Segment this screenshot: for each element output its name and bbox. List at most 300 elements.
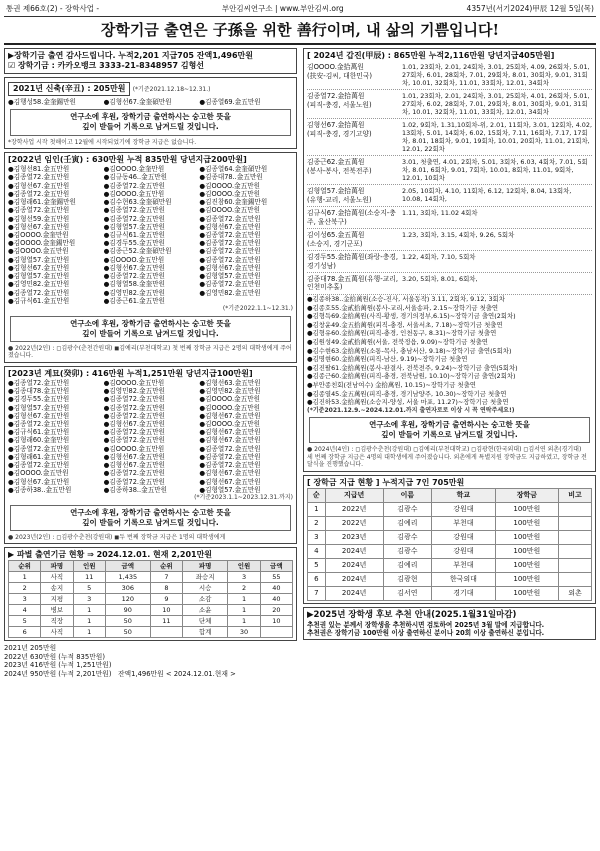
donor-entry: ●김형열57.金五만원: [103, 222, 165, 231]
donor-entry: ●김규식61.金五만원: [8, 428, 70, 437]
scholar-cell: [558, 572, 591, 586]
bank-account-line: ☑ 장학기금 : 카카오뱅크 3333-21-8348957 김형선: [8, 61, 205, 71]
stat-cell: 50: [105, 627, 150, 638]
donor-entry: ●김형선67.金五만원: [8, 263, 70, 272]
donor-name: 김규식67.金拾萬원(소승지-충주, 울산북구): [307, 209, 396, 226]
section-2023: [4, 366, 297, 545]
section-2021-range: (*기준2021.12.18~12.31.): [132, 86, 211, 94]
donor-entry: ●김규식61.金五만원: [8, 296, 70, 305]
donor-entry: ●김OOOO.金五만원: [199, 206, 260, 215]
scholar-cell: 2023년: [325, 530, 383, 544]
scholar-cell: 5: [308, 558, 326, 572]
donation-history: 1.02, 9회차, 1.31,10회차-위, 2.01, 11회차, 3.01, 12회차, 4.02, 13회차, 5.01, 14회차, 6.02, 15회차, 7.11, 16회차, 7.17, 17회차, 8.01, 18회차, 9.01, 19회차, 10.01, 20회차, 11.01, 21회차, 12.01, 22회차: [402, 121, 592, 154]
scholar-cell: 100만원: [495, 544, 558, 558]
stat-cell: 송지: [41, 583, 73, 594]
donor-entry: ●김영민82.金五만원: [199, 288, 261, 297]
total-2021: 2021년 205만원: [4, 644, 57, 653]
scholar-cell: 강원대: [432, 502, 496, 516]
stat-cell: 지평: [41, 594, 73, 605]
scholar-cell: 2022년: [325, 502, 383, 516]
section-2024-range: (*기준2021.12.9.~2024.12.01.까지 출연자로로 이상 시 꼭 연락주세요!): [307, 406, 515, 414]
donor-entry: ●김종열69.金五만원: [199, 98, 261, 107]
list-item: ●김종열45.金五萬원(피직-충경, 경기남양주, 10.30)~장학기금 첫출연: [307, 389, 507, 398]
donor-name: 김형열57.金拾萬원 (유행-교리, 서울노원): [307, 187, 372, 204]
donor-entry: ●김경두55.金五만원: [103, 239, 165, 248]
donor-name: 김이성65.金五萬원 (소승지, 경기군포): [307, 231, 365, 248]
donor-entry: ●김OOOO.金奎만원: [8, 230, 69, 239]
org-label: 부안김씨연구소 | www.부안김씨.org: [221, 4, 344, 13]
donor-entry: ●김규동46..金五만원: [103, 173, 168, 182]
table-row: [308, 586, 592, 600]
tribute-note-2021: 연구소에 후원, 장학기금 출연하시는 숭고한 뜻을 깊이 받들어 기록으로 남겨드릴 것입니다.: [10, 109, 291, 135]
list-item: ●부안종친회(전남여수) 金拾萬원, 10.15)~장학기금 첫출연: [307, 380, 476, 389]
newsletter-page: [4, 2, 596, 849]
donor-entry: ●김형선67.金五만원: [199, 469, 261, 478]
stat-cell: 1: [228, 594, 260, 605]
scholar-cell: 김예리: [383, 558, 431, 572]
small-note-2024b: 세 번째 장학금 지급은 4명의 대학생에게 주어졌습니다. 외촌에게 특별지원 장학금도 지급하였고, 장학금 전달식을 진행했습니다.: [307, 453, 587, 469]
donor-entry: ●김영민82.金五만원: [103, 387, 165, 396]
donor-entry: ●김행성58.金奎錫만원: [8, 98, 76, 107]
list-item: [307, 61, 592, 90]
branch-stats-head: ▶ 파별 출연기금 현황 ⇒ 2024.12.01. 현재 2,201만원: [8, 550, 213, 560]
donation-history: 2.05, 10회차, 4.10, 11회차, 6.12, 12회차, 8.04, 13회차, 10.08, 14회차,: [402, 187, 572, 204]
donor-entry: ●김형래60.金奎만원: [8, 436, 70, 445]
small-note-2024a: ● 2024년(4인) : ◻김광수춘천(강원대) ◻김예리(부천대학교) ◻김광현(한국외대) ◻김서연 외촌(경기대): [307, 446, 582, 454]
small-note-2023: ● 2023년(2인) : ◻김광수춘천(강원대) ◼두 번째 장학금 지급은 1명의 대학생에게: [8, 533, 226, 541]
stat-cell: 1: [9, 572, 41, 583]
table-row: [308, 516, 592, 530]
section-2021-head: 2021년 신축(辛丑) : 205만원: [8, 82, 130, 96]
table-row: [9, 627, 293, 638]
donor-entry: ●김종열72.金五만원: [103, 436, 165, 445]
stat-cell: 소윤: [183, 605, 228, 616]
donor-entry: ●김형선81.金五만원: [8, 165, 70, 174]
scholar-cell: [558, 558, 591, 572]
scholar-cell: 6: [308, 572, 326, 586]
donor-entry: ●김OOOO.金五만원: [199, 403, 260, 412]
list-item: ●김형유60.金拾萬원(피직-충경, 인천동구, 8.31)~장학기금 첫출연: [307, 329, 497, 338]
scholar-cell: 4: [308, 544, 326, 558]
scholar-cell: 7: [308, 586, 326, 600]
donor-entry: ●김OOOO.金五만원: [103, 444, 165, 453]
scholar-col-header: 지급년: [325, 488, 383, 502]
donor-entry: ●김종열72.金五만원: [8, 444, 70, 453]
small-note-2021: *장학사업 시작 첫해이고 12월에 시작되었기에 장학금 지급은 없습니다.: [8, 138, 197, 146]
donor-entry: ●김종열72.金五만원: [103, 411, 165, 420]
donor-entry: ●김형선67.金五만원: [103, 452, 165, 461]
scholar-cell: 100만원: [495, 530, 558, 544]
table-row: [9, 583, 293, 594]
table-row: [9, 616, 293, 627]
scholar-col-header: 장학금: [495, 488, 558, 502]
section-2024: [303, 48, 596, 472]
donor-entry: ●김OOOO.金五만원: [103, 189, 165, 198]
donor-entry: ●김형선67.金五만원: [199, 222, 261, 231]
donor-entry: ●김종열72.金五만원: [199, 461, 261, 470]
donor-entry: ●김OOOO.金五만원: [199, 189, 260, 198]
donor-entry: ●김종열64.金奎碩만원: [199, 165, 268, 174]
section-2023-head: [2023년 계묘(癸卯) : 416만원 누적1,251만원 당년지급100만원]: [8, 368, 253, 378]
donation-history: 1.01, 23회차, 2.01, 24회차, 3.01, 25회차, 4.01, 26회차, 5.01, 27회차, 6.02, 28회차, 7.01, 29회차, 8.01, 30회차, 9.01, 31회차, 10.01, 32회차, 11.01, 33회차, 12.01, 34회차: [402, 92, 590, 117]
donor-entry: ●김종열72.金五만원: [8, 420, 70, 429]
stat-cell: [150, 627, 182, 638]
donor-entry: ●김형열58.金奎만원: [103, 280, 165, 289]
table-row: [9, 572, 293, 583]
scholar-cell: 김서연: [383, 586, 431, 600]
donor-entry: ●김형선67.金五만원: [199, 428, 261, 437]
scholar-cell: 경기대: [432, 586, 496, 600]
stat-cell: 9: [150, 594, 182, 605]
donor-entry: ●김형선67.金五만원: [199, 436, 261, 445]
donor-entry: ●김OOOO.金五만원: [8, 247, 69, 256]
section-2022: [4, 152, 297, 363]
stat-cell: 20: [260, 605, 292, 616]
donor-entry: ●김형열57.金五만원: [8, 272, 70, 281]
stat-col-header: 금액: [260, 561, 292, 572]
scholar-col-header: 비고: [558, 488, 591, 502]
scholar-cell: 100만원: [495, 502, 558, 516]
page-title: 장학기금 출연은 子孫을 위한 善行이며, 내 삶의 기쁨입니다!: [4, 17, 596, 45]
stat-col-header: 인원: [73, 561, 105, 572]
stat-cell: 시승: [183, 583, 228, 594]
notice-line-1: 추천권 있는 분께서 장학생을 추천하시면 검토하여 2025년 3월 말에 지급합니다.: [307, 620, 545, 629]
donor-entry: ●김종열72.金五만원: [103, 272, 165, 281]
donor-entry: ●김종열72.金五만원: [8, 378, 70, 387]
donor-entry: ●김종열72.金五만원: [8, 288, 70, 297]
scholar-cell: [558, 502, 591, 516]
donor-entry: ●김형선67.金五만원: [8, 477, 70, 486]
list-item: ●김원성49.金貳拾萬원(서울, 전북정읍, 9.09)~장학기금 첫출연: [307, 337, 488, 346]
donor-entry: ●김종열72.金五만원: [199, 452, 261, 461]
donor-entry: ●김형선67.金五만원: [103, 461, 165, 470]
donor-entry: ●김규식61.金五만원: [103, 230, 165, 239]
stat-cell: 8: [150, 583, 182, 594]
tribute-note-2024: 연구소에 후원, 장학기금 출연하시는 숭고한 뜻을 깊이 받들어 기록으로 남겨드릴 것입니다.: [309, 417, 590, 443]
list-item: ●김진팔61.金拾萬원(봉사-판결사, 전북전주, 9.24)~장학기금 출연(5회차): [307, 363, 518, 372]
donor-entry: ●김종열72.金五만원: [103, 469, 165, 478]
scholar-cell: 1: [308, 502, 326, 516]
tribute-note-2022: 연구소에 후원, 장학기금 출연하시는 숭고한 뜻을 깊이 받들어 기록으로 남겨드릴 것입니다.: [10, 316, 291, 342]
donor-entry: ●김형선67.金五만원: [103, 263, 165, 272]
table-row: [308, 558, 592, 572]
scholar-cell: 3: [308, 530, 326, 544]
donor-entry: ●김종열72.金五만원: [8, 206, 70, 215]
stat-col-header: 파명: [41, 561, 73, 572]
total-2024: 2024년 950만원 (누적 2,201만원): [4, 669, 112, 678]
stat-cell: 3: [228, 572, 260, 583]
donor-entry: ●김형선67.金五만원: [199, 411, 261, 420]
donor-entry: ●김형선67.金五만원: [103, 420, 165, 429]
scholarship-box: [303, 475, 596, 604]
stat-cell: 4: [9, 605, 41, 616]
donation-history: 1.22, 4회차, 7.10, 5회차: [402, 253, 476, 262]
stat-cell: 좌승지: [183, 572, 228, 583]
list-item: [307, 185, 592, 207]
donor-entry: ●김종열72.金五만원: [8, 173, 70, 182]
small-note-2022: ● 2022년(2인) : ◻김광수(춘천간원대) ◼김예리(부천대학교) 첫 번째 장학금 지급은 2명의 대학생에게 주어졌습니다.: [8, 344, 292, 360]
list-2024: [307, 295, 592, 407]
stat-cell: 120: [105, 594, 150, 605]
scholar-cell: 2024년: [325, 558, 383, 572]
donor-entry: ●김OOOO.金五만원: [199, 420, 260, 429]
donor-entry: ●김종열72.金五만원: [103, 477, 165, 486]
section-2023-range: (*기준2023.1.1~2023.12.31.까지): [194, 494, 293, 502]
donor-entry: ●김종열72.金五만원: [103, 206, 165, 215]
stat-cell: 단체: [183, 616, 228, 627]
donor-entry: ●김종열72.金五만원: [103, 181, 165, 190]
stat-cell: 1,435: [105, 572, 150, 583]
stat-cell: 10: [150, 605, 182, 616]
donor-name: 김형선67.金拾萬원 (피직-충경, 경기고양): [307, 121, 372, 138]
donor-entry: ●김종열72.金五만원: [199, 214, 261, 223]
right-column: [303, 48, 596, 678]
donor-entry: ●김종대78.金五만원: [8, 387, 70, 396]
page-header: [4, 2, 596, 17]
list-item: [307, 90, 592, 119]
stat-cell: 11: [150, 616, 182, 627]
stat-cell: 직장: [41, 616, 73, 627]
stat-cell: 3: [9, 594, 41, 605]
tribute-note-2023: 연구소에 후원, 장학기금 출연하시는 숭고한 뜻을 깊이 받들어 기록으로 남겨드릴 것입니다.: [10, 505, 291, 531]
stat-cell: 1: [73, 616, 105, 627]
stat-cell: 1: [73, 605, 105, 616]
stat-cell: 병보: [41, 605, 73, 616]
donor-entry: ●김OOOO.金五만원: [199, 395, 260, 404]
section-2022-range: (*기준2022.1.1~12.31.): [222, 305, 293, 313]
list-item: [307, 273, 592, 295]
stat-cell: 1: [228, 616, 260, 627]
donor-entry: ●김종열72.金五만원: [199, 247, 261, 256]
list-item: ●김진하53.金拾萬원(소승지-양성, 서울 마포, 11.27)~장학기금 첫출연: [307, 398, 509, 407]
scholar-cell: [558, 544, 591, 558]
scholar-cell: 김예리: [383, 516, 431, 530]
scholar-col-header: 이름: [383, 488, 431, 502]
stat-cell: 1: [228, 605, 260, 616]
donor-entry: ●김종열72.金五만원: [199, 239, 261, 248]
donor-entry: ●김OOOO.金奎만원: [103, 165, 165, 174]
scholarship-table: [307, 488, 592, 601]
stat-cell: 3: [73, 594, 105, 605]
donor-name: 김종대78.金五萬원(유행-교리, 인천미추홀): [307, 275, 398, 292]
donor-entry: ●김형래61.金奎錫만원: [8, 198, 76, 207]
donor-entry: ●김종열72.金五만원: [199, 444, 261, 453]
donation-history: 1.11, 3회차, 11.02 4회차: [402, 209, 478, 218]
scholar-cell: 2: [308, 516, 326, 530]
table-row: [9, 594, 293, 605]
scholar-cell: 부천대: [432, 516, 496, 530]
list-item: ●김종호55.金貳拾萬원(봉사-교리,서울송파, 2.15~장학기금 첫출연: [307, 303, 499, 312]
stat-cell: 10: [260, 616, 292, 627]
stat-cell: 소감: [183, 594, 228, 605]
scholar-cell: 김광현: [383, 572, 431, 586]
donor-entry: ●김영민82.金五만원: [199, 387, 261, 396]
donor-entry: ●김형선67.金五만원: [8, 181, 70, 190]
section-2024-head: [ 2024년 갑진(甲辰) : 865만원 누적2,116만원 당년지급405만원]: [307, 51, 555, 61]
notice-head: ▶2025년 장학생 후보 추천 안내(2025.1월31일마감): [307, 609, 517, 620]
stat-cell: 50: [105, 616, 150, 627]
scholar-cell: 김광수: [383, 544, 431, 558]
donor-entry: ●김형열57.金五만원: [8, 403, 70, 412]
list-item: ●김수현63.金拾萬원(소통-목사, 충남서산, 9.18)~장학기금 출연(5회차): [307, 346, 512, 355]
scholar-col-header: 순: [308, 488, 326, 502]
thanks-line: ▶장학기금 출연 감사드립니다. 누적2,201 지급705 잔액1,496만원: [8, 51, 253, 61]
donor-entry: ●김종열72.金五만원: [199, 230, 261, 239]
stat-col-header: 인원: [228, 561, 260, 572]
donor-entry: ●김종열72.金五만원: [8, 461, 70, 470]
scholar-cell: 100만원: [495, 586, 558, 600]
donor-entry: ●김형선67.金五만원: [8, 411, 70, 420]
table-row: [308, 572, 592, 586]
donor-entry: ●김종열72.金五만원: [103, 403, 165, 412]
stat-col-header: 순위: [150, 561, 182, 572]
table-row: [308, 502, 592, 516]
scholarship-head: [ 장학금 지급 현황 ] 누적지급 7인 705만원: [307, 477, 465, 487]
scholar-cell: 김광수: [383, 530, 431, 544]
donor-name: 김종근62.金五萬원 (봉사-봉사, 전북전주): [307, 158, 372, 175]
donor-entry: ●김형열57.金五만원: [199, 485, 261, 494]
donor-entry: ●김OOOO.金奎錫만원: [8, 239, 76, 248]
issue-label: 통권 제66호(2) - 장학사업 -: [6, 4, 100, 13]
stat-cell: 사직: [41, 627, 73, 638]
scholar-cell: [558, 530, 591, 544]
donor-name: 김OOOO.金拾萬원 (扶安-김씨, 대한민국): [307, 63, 373, 80]
donor-entry: ●김종열72.金五만원: [103, 214, 165, 223]
donor-entry: ●김종열72.金五만원: [103, 395, 165, 404]
donor-entry: ●김OOOO.金五만원: [8, 469, 69, 478]
total-2023: 2023년 416만원 (누적 1,251만원): [4, 661, 112, 670]
table-row: [308, 544, 592, 558]
scholar-cell: 100만원: [495, 572, 558, 586]
notice-line-2: 추천권은 장학기금 100만원 이상 출연하신 분이나 20회 이상 출연하신 분입니다.: [307, 628, 545, 637]
donor-entry: ●김형선67.金奎碩만원: [103, 98, 172, 107]
donor-entry: ●김형선67.金五만원: [199, 263, 261, 272]
donor-entry: ●김OOOO.金五만원: [103, 255, 165, 264]
stat-cell: 5: [73, 583, 105, 594]
stat-cell: 사직: [41, 572, 73, 583]
section-2021: [4, 77, 297, 149]
stat-cell: 11: [73, 572, 105, 583]
donor-entry: ●김형선63.金五만원: [199, 378, 261, 387]
date-label: 4357년(서기2024)甲辰 12월 5일(목): [466, 4, 594, 13]
donor-entry: ●김종열72.金五만원: [199, 280, 261, 289]
donor-entry: ●김종대78..金五만원: [199, 173, 263, 182]
donor-name: 김경두55.金拾萬원(좌랑-충경, 경기성남): [307, 253, 398, 270]
donation-history: 1.23, 3회차, 3.15, 4회차, 9.26, 5회차: [402, 231, 515, 240]
scholar-cell: 2024년: [325, 544, 383, 558]
donation-history: 1.01, 23회차, 2.01, 24회차, 3.01, 25회차, 4.09, 26회차, 5.01, 27회차, 6.01, 28회차, 7.01, 29회차, 8.01, 30회차, 9.01, 31회차, 10.01, 32회차, 11.01, 33회차, 12.01, 34회차: [402, 63, 590, 88]
donor-name: 김종열72.金拾萬원 (피직-충경, 서울노원): [307, 92, 372, 109]
donor-entry: ●김영민82.金五만원: [103, 288, 165, 297]
stat-cell: 5: [9, 616, 41, 627]
donor-entry: ●김형열57.金五만원: [199, 272, 261, 281]
scholar-cell: 김광수: [383, 502, 431, 516]
donor-grid-2023: [8, 379, 293, 494]
donation-history: 3.20, 5회차, 8.01, 6회차,: [402, 275, 478, 283]
donor-entry: ●김종열72.金五만원: [8, 189, 70, 198]
thanks-box: [4, 48, 297, 74]
stat-cell: 90: [105, 605, 150, 616]
donor-entry: ●김수현63.金奎碩만원: [103, 198, 172, 207]
donor-entry: ●김종열72.金五만원: [199, 255, 261, 264]
stat-cell: 40: [260, 594, 292, 605]
list-item: ●김창윤49.金五拾萬원(피직-충경, 서울서초, 7.18)~장학기금 첫출연: [307, 320, 503, 329]
list-item: [307, 229, 592, 251]
stat-cell: 1: [73, 627, 105, 638]
donor-entry: ●김진참60.金奎錫만원: [199, 198, 268, 207]
notice-box: [303, 607, 596, 640]
scholar-cell: [558, 516, 591, 530]
scholar-cell: 2024년: [325, 586, 383, 600]
list-item: [307, 251, 592, 273]
stat-cell: 합계: [183, 627, 228, 638]
donor-entry: ●김형선67.金五만원: [8, 222, 70, 231]
donor-entry: ●김OOOO.金五만원: [103, 378, 165, 387]
table-row: [9, 605, 293, 616]
donor-grid-2022: [8, 165, 293, 305]
scholar-cell: 외촌: [558, 586, 591, 600]
yearly-totals: [4, 644, 297, 678]
total-2022: 2022년 630만원 (누적 835만원): [4, 652, 105, 661]
donor-entry: ●김경두55.金五만원: [8, 395, 70, 404]
scholar-cell: 100만원: [495, 516, 558, 530]
donor-entry: ●김종하38..金五만원: [8, 485, 72, 494]
stat-cell: 6: [9, 627, 41, 638]
list-item: [307, 119, 592, 156]
donor-entry: ●김종근61.金五만원: [103, 296, 165, 305]
list-item: [307, 156, 592, 185]
donor-entry: ●김형래61.金五만원: [8, 452, 70, 461]
stat-cell: 30: [228, 627, 260, 638]
table-row: [308, 530, 592, 544]
list-item: [307, 207, 592, 229]
stat-col-header: 금액: [105, 561, 150, 572]
scholar-cell: 2024년: [325, 572, 383, 586]
scholar-cell: 100만원: [495, 558, 558, 572]
donation-history: 3.01, 첫출연, 4.01, 2회차, 5.01, 3회차, 6.03, 4회차, 7.01, 5회차, 8.01, 6회차, 9.01, 7회차, 10.01, 8회차, 11.01, 9회차, 12.01, 10회차: [402, 158, 588, 183]
branch-stats: [4, 547, 297, 641]
donor-entry: ●김종근52.金奎碩만원: [103, 247, 172, 256]
donor-entry: ●김영민82.金五만원: [8, 280, 70, 289]
stat-col-header: 파명: [183, 561, 228, 572]
section-2022-head: [2022년 임인(壬寅) : 630만원 누적 835만원 당년지급200만원]: [8, 155, 247, 165]
left-column: [4, 48, 297, 678]
donor-entry: ●김종하38..金五만원: [103, 485, 168, 494]
donor-entry: ●김형열57.金五만원: [8, 255, 70, 264]
donor-entry: ●김종열72.金五만원: [103, 428, 165, 437]
balance-2024: 잔액1,496만원 < 2024.12.01.현재 >: [117, 669, 236, 678]
scholar-cell: 부천대: [432, 558, 496, 572]
donor-entry: ●김OOOO.金五만원: [199, 181, 260, 190]
donor-entry: ●김형선59.金五만원: [8, 214, 70, 223]
stat-cell: 40: [260, 583, 292, 594]
list-item: ●김종하38..金拾萬원(소승-진사, 서울동작) 3.11, 2회차, 9.12, 3회차: [307, 294, 505, 303]
list-item: ●김형득69.金拾萬원(사직-황생, 경기의정부,6.15)~장학기금 출연(2회차): [307, 312, 516, 321]
stat-cell: 2: [9, 583, 41, 594]
stat-cell: 55: [260, 572, 292, 583]
list-item: ●김종근60.金拾萬원(피직-충경, 전북남원, 10.10)~장학기금 출연(2회차): [307, 372, 516, 381]
stat-cell: 2: [228, 583, 260, 594]
scholar-cell: 2022년: [325, 516, 383, 530]
stat-cell: 306: [105, 583, 150, 594]
branch-stats-table: [8, 560, 293, 638]
list-item: ●김명현60.金拾萬원(피직-남산, 9.19)~장학기금 첫출연: [307, 355, 468, 364]
donor-grid-2021: [8, 98, 293, 106]
stat-col-header: 순위: [9, 561, 41, 572]
stat-cell: 7: [150, 572, 182, 583]
donor-entry: ●김형선67.金五만원: [199, 477, 261, 486]
scholar-cell: 강원대: [432, 544, 496, 558]
